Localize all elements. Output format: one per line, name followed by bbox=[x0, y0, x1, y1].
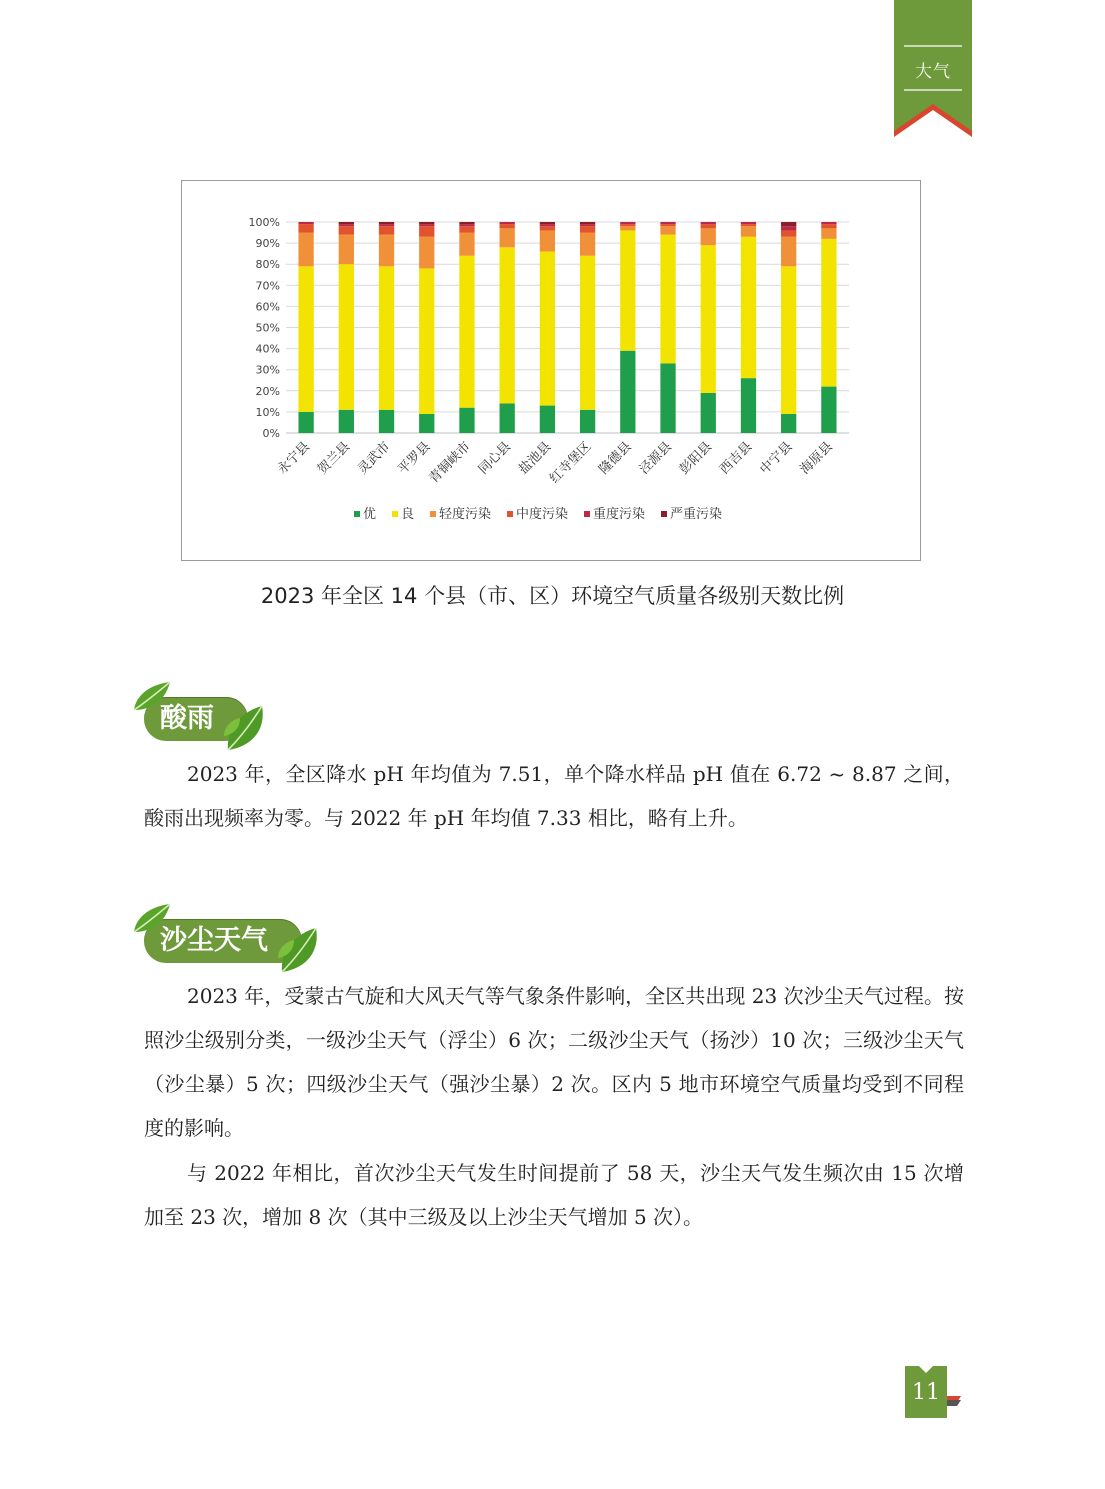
legend-label: 良 bbox=[401, 507, 415, 522]
y-tick-label: 40% bbox=[255, 342, 280, 356]
bar-segment bbox=[419, 414, 434, 433]
bar-segment bbox=[620, 351, 635, 433]
bar-segment bbox=[660, 235, 675, 364]
section-title: 酸雨 bbox=[144, 697, 248, 741]
bar-segment bbox=[500, 403, 515, 433]
bar-segment bbox=[459, 256, 474, 408]
bar-segment bbox=[540, 226, 555, 230]
bar-segment bbox=[459, 222, 474, 224]
dust-weather-paragraph-1: 2023 年，受蒙古气旋和大风天气等气象条件影响，全区共出现 23 次沙尘天气过程。按照沙尘级别分类，一级沙尘天气（浮尘）6 次；二级沙尘天气（扬沙）10 次；三级沙尘天气（沙尘暴）5 次；四级沙尘天气（强沙尘暴）2 次。区内 5 地市环境空气质量均受到不同程度的影响。 bbox=[144, 984, 964, 1140]
bar-segment bbox=[540, 252, 555, 406]
bar-segment bbox=[298, 412, 313, 433]
y-tick-label: 70% bbox=[255, 279, 280, 293]
bar-segment bbox=[741, 224, 756, 226]
y-tick-label: 60% bbox=[255, 300, 280, 314]
leaf-icon bbox=[130, 680, 174, 716]
bar-segment bbox=[620, 226, 635, 230]
bar-segment bbox=[379, 226, 394, 234]
bar-segment bbox=[339, 224, 354, 226]
bar-segment bbox=[500, 224, 515, 228]
bar-segment bbox=[379, 266, 394, 409]
bar-segment bbox=[459, 408, 474, 433]
leaf-icon bbox=[130, 902, 174, 938]
bar-segment bbox=[781, 230, 796, 236]
legend-label: 严重污染 bbox=[670, 507, 723, 522]
bar-segment bbox=[701, 245, 716, 393]
x-tick-label: 海原县 bbox=[797, 439, 836, 478]
x-tick-label: 灵武市 bbox=[355, 439, 394, 478]
section-title: 沙尘天气 bbox=[144, 919, 302, 963]
section-heading-acid-rain bbox=[130, 680, 270, 762]
legend-label: 重度污染 bbox=[593, 507, 646, 522]
bar-segment bbox=[701, 224, 716, 228]
bar-segment bbox=[821, 228, 836, 239]
y-tick-label: 90% bbox=[255, 237, 280, 251]
bar-segment bbox=[298, 233, 313, 267]
bar-segment bbox=[419, 268, 434, 414]
bar-segment bbox=[741, 222, 756, 224]
legend-swatch bbox=[507, 511, 513, 517]
bar-segment bbox=[660, 226, 675, 234]
bar-segment bbox=[821, 224, 836, 228]
bar-segment bbox=[781, 237, 796, 267]
x-tick-label: 泾源县 bbox=[636, 439, 675, 478]
y-tick-label: 10% bbox=[255, 405, 280, 419]
x-tick-label: 永宁县 bbox=[274, 439, 313, 478]
legend-swatch bbox=[430, 511, 436, 517]
bar-segment bbox=[540, 224, 555, 226]
bar-segment bbox=[821, 387, 836, 433]
bar-segment bbox=[339, 410, 354, 433]
legend-swatch bbox=[354, 511, 360, 517]
x-tick-label: 青铜峡市 bbox=[426, 439, 474, 487]
bar-segment bbox=[339, 222, 354, 224]
bar-segment bbox=[298, 224, 313, 232]
bar-segment bbox=[419, 222, 434, 224]
leaf-icon bbox=[222, 702, 268, 756]
chart-caption: 2023 年全区 14 个县（市、区）环境空气质量各级别天数比例 bbox=[260, 584, 845, 608]
bar-segment bbox=[781, 414, 796, 433]
acid-rain-paragraph: 2023 年，全区降水 pH 年均值为 7.51，单个降水样品 pH 值在 6.72 ~ 8.87 之间，酸雨出现频率为零。与 2022 年 pH 年均值 7.33 相比，略有上升。 bbox=[144, 762, 964, 830]
x-tick-label: 平罗县 bbox=[395, 439, 434, 478]
bar-segment bbox=[419, 224, 434, 226]
x-tick-label: 贺兰县 bbox=[314, 439, 354, 478]
bar-segment bbox=[580, 222, 595, 224]
bar-segment bbox=[741, 378, 756, 433]
bar-segment bbox=[379, 410, 394, 433]
y-tick-label: 20% bbox=[255, 384, 280, 398]
bar-segment bbox=[660, 222, 675, 224]
bar-segment bbox=[459, 224, 474, 226]
y-tick-label: 0% bbox=[262, 427, 280, 440]
y-tick-label: 30% bbox=[255, 363, 280, 377]
bar-segment bbox=[620, 222, 635, 224]
bookmark-label: 大气 bbox=[915, 62, 951, 82]
bar-segment bbox=[339, 226, 354, 234]
bar-segment bbox=[821, 222, 836, 224]
legend-label: 优 bbox=[363, 507, 377, 522]
bar-segment bbox=[781, 266, 796, 414]
bar-segment bbox=[580, 256, 595, 410]
legend-swatch bbox=[661, 511, 667, 517]
bar-segment bbox=[821, 239, 836, 387]
leaf-icon bbox=[276, 924, 322, 978]
legend-swatch bbox=[392, 511, 398, 517]
bar-segment bbox=[701, 222, 716, 224]
x-tick-label: 隆德县 bbox=[596, 439, 635, 478]
bar-segment bbox=[781, 226, 796, 230]
bar-segment bbox=[741, 237, 756, 378]
bar-segment bbox=[660, 224, 675, 226]
bar-segment bbox=[540, 230, 555, 251]
x-tick-label: 盐池县 bbox=[516, 439, 555, 478]
bar-segment bbox=[620, 230, 635, 350]
y-tick-label: 80% bbox=[255, 258, 280, 272]
bar-segment bbox=[339, 264, 354, 410]
bar-segment bbox=[500, 247, 515, 403]
x-tick-label: 同心县 bbox=[475, 439, 515, 478]
legend-swatch bbox=[584, 511, 590, 517]
x-tick-label: 红寺堡区 bbox=[547, 439, 595, 487]
bar-segment bbox=[580, 233, 595, 256]
bar-segment bbox=[701, 393, 716, 433]
bar-segment bbox=[500, 228, 515, 247]
bar-segment bbox=[741, 226, 756, 237]
section-bookmark-tab bbox=[894, 0, 972, 137]
bar-segment bbox=[580, 224, 595, 226]
bar-segment bbox=[379, 222, 394, 224]
legend-label: 轻度污染 bbox=[439, 507, 492, 522]
bar-segment bbox=[379, 224, 394, 226]
bar-segment bbox=[298, 222, 313, 224]
bar-segment bbox=[540, 222, 555, 224]
air-quality-chart bbox=[181, 180, 921, 561]
legend-label: 中度污染 bbox=[516, 507, 569, 522]
bar-segment bbox=[620, 224, 635, 226]
x-tick-label: 彭阳县 bbox=[676, 439, 716, 478]
bar-segment bbox=[701, 228, 716, 245]
page-number: 11 bbox=[912, 1380, 940, 1405]
bar-segment bbox=[580, 226, 595, 232]
bar-segment bbox=[580, 410, 595, 433]
x-tick-label: 中宁县 bbox=[757, 439, 796, 478]
page-number-badge bbox=[905, 1366, 963, 1418]
x-tick-label: 西吉县 bbox=[717, 439, 756, 478]
y-tick-label: 100% bbox=[248, 216, 280, 229]
chart-canvas bbox=[182, 181, 922, 562]
bar-segment bbox=[298, 266, 313, 412]
bar-segment bbox=[500, 222, 515, 224]
bar-segment bbox=[339, 235, 354, 265]
bar-segment bbox=[419, 237, 434, 269]
section-heading-dust-weather bbox=[130, 902, 322, 984]
y-tick-label: 50% bbox=[255, 321, 280, 335]
bar-segment bbox=[660, 363, 675, 433]
bar-segment bbox=[459, 226, 474, 232]
dust-weather-paragraph-2: 与 2022 年相比，首次沙尘天气发生时间提前了 58 天，沙尘天气发生频次由 15 次增加至 23 次，增加 8 次（其中三级及以上沙尘天气增加 5 次）。 bbox=[144, 1161, 964, 1229]
bar-segment bbox=[781, 222, 796, 226]
bar-segment bbox=[459, 233, 474, 256]
bar-segment bbox=[379, 235, 394, 267]
bar-segment bbox=[540, 406, 555, 433]
bar-segment bbox=[419, 226, 434, 237]
